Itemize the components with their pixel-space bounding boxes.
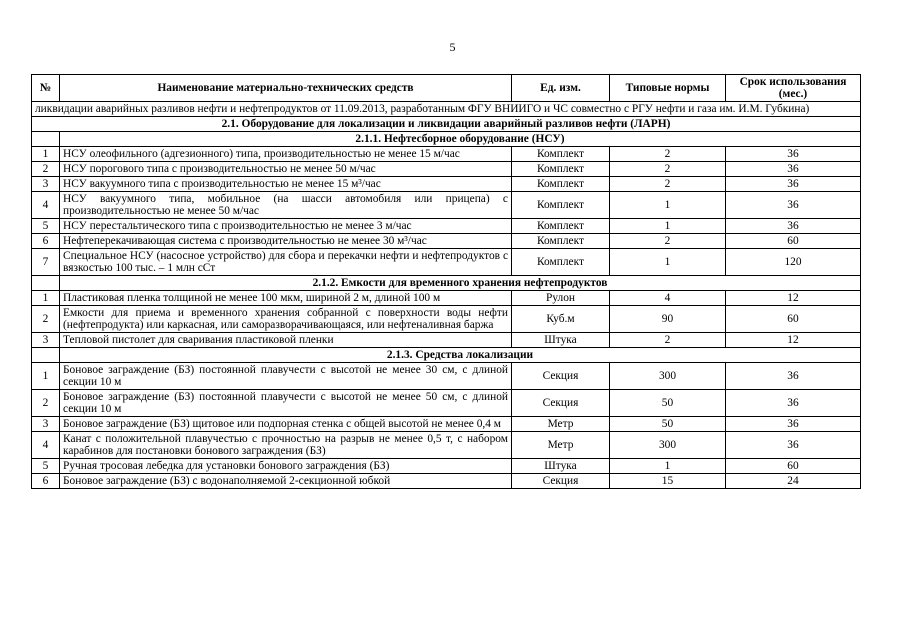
row-unit: Секция	[512, 363, 610, 390]
table-row	[32, 390, 861, 417]
table-row	[32, 234, 861, 249]
row-norm: 2	[610, 147, 726, 162]
row-name: Боновое заграждение (БЗ) с водонаполняемой 2-секционной юбкой	[60, 474, 512, 489]
row-num: 4	[32, 192, 60, 219]
row-num: 3	[32, 333, 60, 348]
row-term: 60	[726, 234, 861, 249]
table-row	[32, 192, 861, 219]
row-term: 120	[726, 249, 861, 276]
row-norm: 300	[610, 363, 726, 390]
section-subtitle-spacer	[32, 348, 60, 363]
row-norm: 2	[610, 162, 726, 177]
row-num: 4	[32, 432, 60, 459]
row-unit: Комплект	[512, 147, 610, 162]
section-title-row	[32, 117, 861, 132]
row-term: 24	[726, 474, 861, 489]
equipment-table	[31, 74, 861, 489]
row-term: 60	[726, 306, 861, 333]
row-num: 1	[32, 147, 60, 162]
section-subtitle-spacer	[32, 132, 60, 147]
row-norm: 1	[610, 459, 726, 474]
row-term: 36	[726, 432, 861, 459]
table-row	[32, 432, 861, 459]
row-term: 36	[726, 417, 861, 432]
row-term: 36	[726, 390, 861, 417]
row-term: 36	[726, 162, 861, 177]
row-term: 36	[726, 192, 861, 219]
row-name: Ручная тросовая лебедка для установки бонового заграждения (БЗ)	[60, 459, 512, 474]
row-norm: 4	[610, 291, 726, 306]
table-row	[32, 219, 861, 234]
row-norm: 1	[610, 219, 726, 234]
row-name: НСУ вакуумного типа, мобильное (на шасси автомобиля или прицепа) с производительностью не менее 50 м/час	[60, 192, 512, 219]
table-row	[32, 147, 861, 162]
row-norm: 15	[610, 474, 726, 489]
row-name: НСУ порогового типа с производительностью не менее 50 м/час	[60, 162, 512, 177]
section-subtitle-spacer	[32, 276, 60, 291]
page-number: 5	[449, 40, 456, 54]
section-subtitle: 2.1.3. Средства локализации	[60, 348, 861, 363]
table-row	[32, 162, 861, 177]
table-row	[32, 291, 861, 306]
row-num: 2	[32, 306, 60, 333]
section-subtitle-row	[32, 276, 861, 291]
table-row	[32, 459, 861, 474]
row-name: Канат с положительной плавучестью с прочностью на разрыв не менее 0,5 т, с набором карабинов для постановки бонового заграждения (БЗ)	[60, 432, 512, 459]
row-term: 12	[726, 333, 861, 348]
row-unit: Секция	[512, 390, 610, 417]
row-name: Тепловой пистолет для сваривания пластиковой пленки	[60, 333, 512, 348]
row-unit: Комплект	[512, 162, 610, 177]
row-norm: 2	[610, 234, 726, 249]
table-row	[32, 363, 861, 390]
table-row	[32, 333, 861, 348]
row-unit: Штука	[512, 333, 610, 348]
row-name: Специальное НСУ (насосное устройство) для сбора и перекачки нефти и нефтепродуктов с вязкостью 100 тыс. – 1 млн сСт	[60, 249, 512, 276]
row-unit: Секция	[512, 474, 610, 489]
table-row	[32, 306, 861, 333]
row-norm: 2	[610, 177, 726, 192]
section-subtitle: 2.1.2. Емкости для временного хранения нефтепродуктов	[60, 276, 861, 291]
row-unit: Куб.м	[512, 306, 610, 333]
row-unit: Комплект	[512, 249, 610, 276]
row-num: 1	[32, 363, 60, 390]
table-header-row	[32, 75, 861, 102]
row-name: Емкости для приема и временного хранения собранной с поверхности воды нефти (нефтепродукта) или каркасная, или саморазворачивающаяся, или нефтеналивная баржа	[60, 306, 512, 333]
row-name: НСУ олеофильного (адгезионного) типа, производительностью не менее 15 м/час	[60, 147, 512, 162]
row-norm: 50	[610, 390, 726, 417]
row-num: 5	[32, 459, 60, 474]
row-name: Боновое заграждение (БЗ) щитовое или подпорная стенка с общей высотой не менее 0,4 м	[60, 417, 512, 432]
row-name: НСУ перестальтического типа с производительностью не менее 3 м/час	[60, 219, 512, 234]
header-unit: Ед. изм.	[512, 75, 610, 102]
row-unit: Комплект	[512, 177, 610, 192]
row-num: 3	[32, 177, 60, 192]
row-norm: 50	[610, 417, 726, 432]
section-title: 2.1. Оборудование для локализации и ликвидации аварийный разливов нефти (ЛАРН)	[32, 117, 861, 132]
row-term: 36	[726, 363, 861, 390]
row-name: Пластиковая пленка толщиной не менее 100 мкм, шириной 2 м, длиной 100 м	[60, 291, 512, 306]
table-row	[32, 417, 861, 432]
section-subtitle: 2.1.1. Нефтесборное оборудование (НСУ)	[60, 132, 861, 147]
row-term: 60	[726, 459, 861, 474]
table-row	[32, 474, 861, 489]
row-term: 36	[726, 177, 861, 192]
row-norm: 90	[610, 306, 726, 333]
row-unit: Комплект	[512, 192, 610, 219]
header-num: №	[32, 75, 60, 102]
row-term: 36	[726, 147, 861, 162]
row-num: 1	[32, 291, 60, 306]
row-term: 12	[726, 291, 861, 306]
row-num: 5	[32, 219, 60, 234]
row-num: 6	[32, 474, 60, 489]
section-subtitle-row	[32, 132, 861, 147]
row-name: Боновое заграждение (БЗ) постоянной плавучести с высотой не менее 50 см, с длиной секции 10 м	[60, 390, 512, 417]
row-unit: Комплект	[512, 219, 610, 234]
row-num: 3	[32, 417, 60, 432]
row-norm: 1	[610, 192, 726, 219]
continuation-row	[32, 102, 861, 117]
row-norm: 2	[610, 333, 726, 348]
continuation-text: ликвидации аварийных разливов нефти и нефтепродуктов от 11.09.2013, разработанным ФГУ ВНИИГО и ЧС совместно с РГУ нефти и газа им. И.М. Губкина)	[32, 102, 861, 117]
row-num: 2	[32, 162, 60, 177]
table-body	[32, 102, 861, 489]
row-name: НСУ вакуумного типа с производительностью не менее 15 м³/час	[60, 177, 512, 192]
row-num: 2	[32, 390, 60, 417]
row-unit: Метр	[512, 432, 610, 459]
row-unit: Рулон	[512, 291, 610, 306]
row-name: Нефтеперекачивающая система с производительностью не менее 30 м³/час	[60, 234, 512, 249]
row-unit: Комплект	[512, 234, 610, 249]
row-num: 6	[32, 234, 60, 249]
row-unit: Метр	[512, 417, 610, 432]
row-unit: Штука	[512, 459, 610, 474]
row-name: Боновое заграждение (БЗ) постоянной плавучести с высотой не менее 30 см, с длиной секции 10 м	[60, 363, 512, 390]
header-term: Срок использования (мес.)	[726, 75, 861, 102]
table-row	[32, 177, 861, 192]
row-norm: 1	[610, 249, 726, 276]
section-subtitle-row	[32, 348, 861, 363]
row-norm: 300	[610, 432, 726, 459]
row-term: 36	[726, 219, 861, 234]
table-row	[32, 249, 861, 276]
header-norms: Типовые нормы	[610, 75, 726, 102]
row-num: 7	[32, 249, 60, 276]
header-name: Наименование материально-технических средств	[60, 75, 512, 102]
